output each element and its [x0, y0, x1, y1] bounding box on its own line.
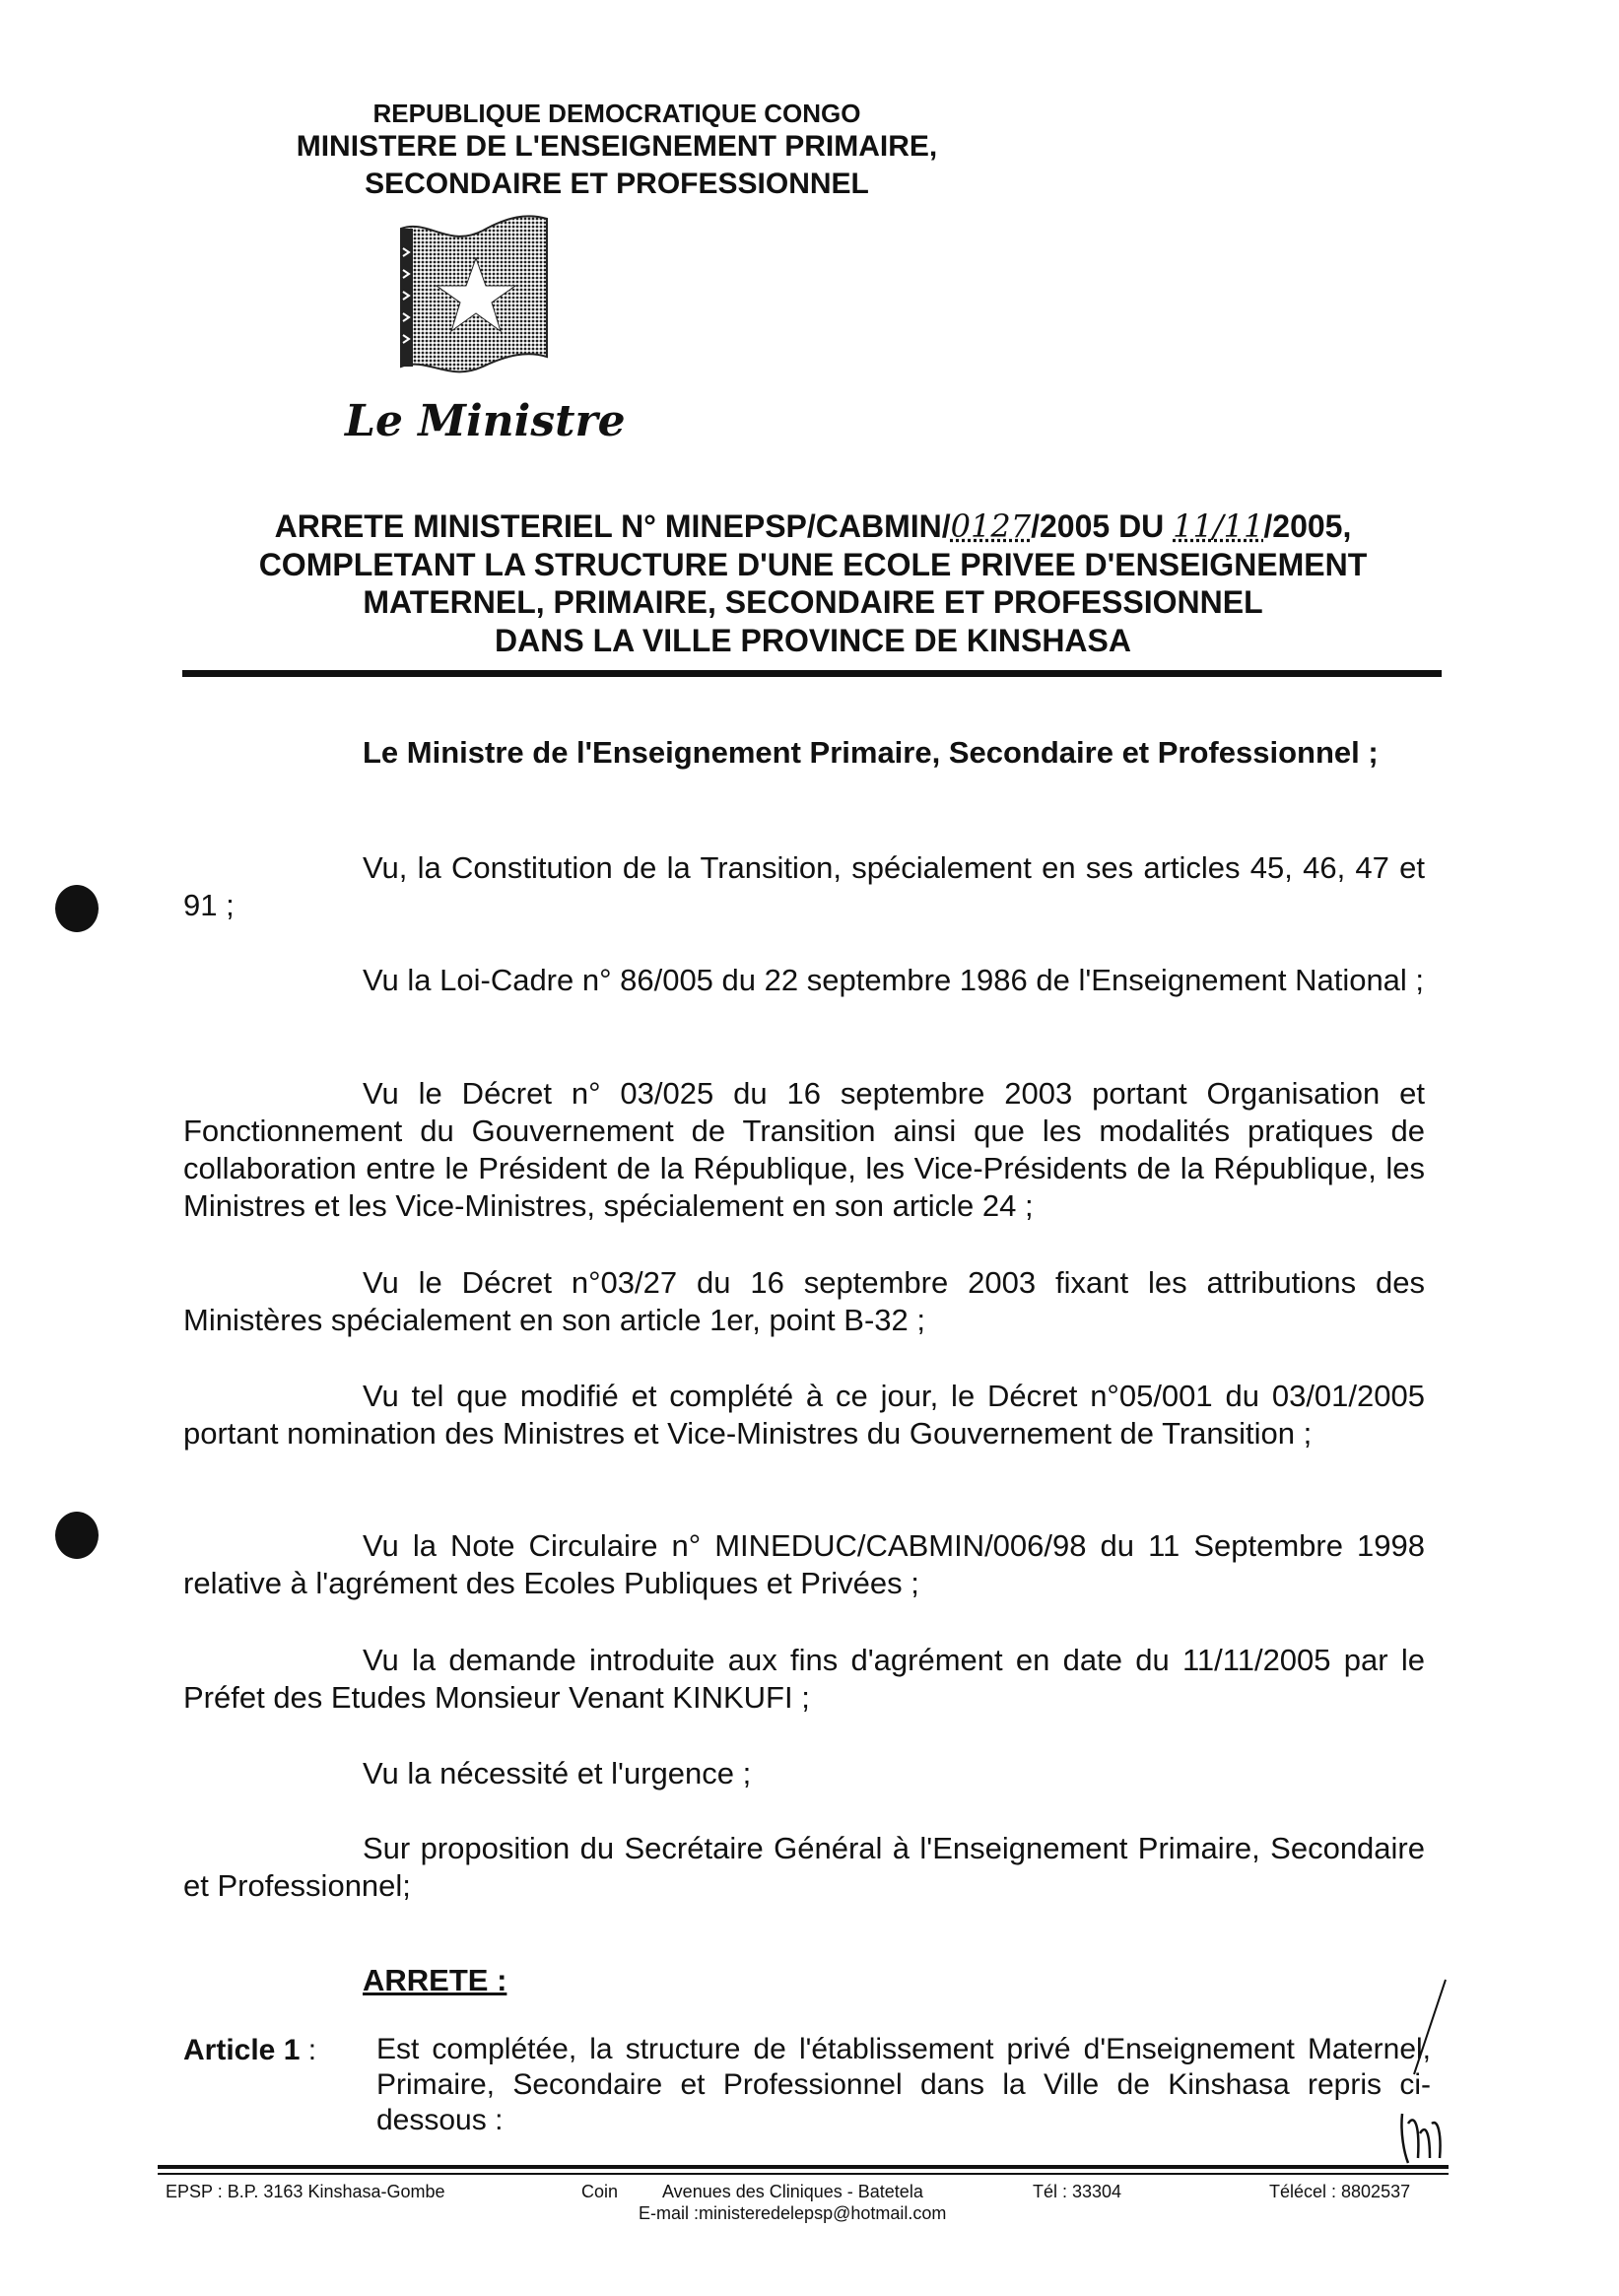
article-1-label: [183, 2034, 316, 2067]
decree-title-line3: MATERNEL, PRIMAIRE, SECONDAIRE ET PROFESSIONNEL: [363, 584, 1263, 620]
footer-divider-thick: [158, 2165, 1449, 2169]
paragraph-text: Vu le Décret n° 03/025 du 16 septembre 2003 portant Organisation et Fonctionnement du Gouvernement de Transition ainsi que les modalités pratiques de collaboration entre le Président de la République, les Vice-Présidents de la République, les Ministres et les Vice-Ministres, spécialement en son article 24 ;: [183, 1076, 1425, 1223]
footer-tel: Tél : 33304: [1033, 2182, 1122, 2201]
paragraph-text: Le Ministre de l'Enseignement Primaire, Secondaire et Professionnel ;: [363, 735, 1379, 770]
paragraph-note-circulaire: [183, 1527, 1425, 1602]
punch-hole-top: [55, 885, 99, 932]
country-name: REPUBLIQUE DEMOCRATIQUE CONGO: [372, 99, 861, 128]
paragraph-urgence: [183, 1755, 1425, 1792]
paragraph-text: Vu tel que modifié et complété à ce jour, le Décret n°05/001 du 03/01/2005 portant nomination des Ministres et Vice-Ministres du Gouvernement de Transition ;: [183, 1379, 1425, 1451]
article-1-text: Est complétée, la structure de l'établissement privé d'Enseignement Maternel, Primaire, Secondaire et Professionnel dans la Ville de Kinshasa repris ci-dessous :: [376, 2033, 1431, 2136]
decree-date-handwritten: 11/11: [1173, 507, 1264, 545]
article-label-colon: :: [300, 2034, 317, 2066]
paragraph-proposition: [183, 1830, 1425, 1905]
footer-telecel: Télécel : 8802537: [1269, 2182, 1411, 2201]
decree-number-handwritten: 0127: [950, 507, 1032, 545]
paragraph-text: Sur proposition du Secrétaire Général à l'Enseignement Primaire, Secondaire et Professionnel;: [183, 1831, 1425, 1903]
decree-suffix: /2005,: [1263, 508, 1352, 544]
paragraph-decret-05-001: [183, 1378, 1425, 1452]
handwritten-initials-icon: [1394, 1976, 1453, 2173]
flag-emblem-icon: [389, 209, 552, 376]
decree-mid: /2005 DU: [1031, 508, 1174, 544]
paragraph-text: Vu la Note Circulaire n° MINEDUC/CABMIN/006/98 du 11 Septembre 1998 relative à l'agrément des Ecoles Publiques et Privées ;: [183, 1528, 1425, 1600]
ministry-name-line2: SECONDAIRE ET PROFESSIONNEL: [365, 168, 869, 200]
title-divider: [182, 670, 1442, 677]
paragraph-minister: [183, 734, 1425, 772]
ministry-name-line1: MINISTERE DE L'ENSEIGNEMENT PRIMAIRE,: [296, 130, 938, 163]
paragraph-decret-03-025: [183, 1075, 1425, 1225]
article-label-text: Article 1: [183, 2034, 301, 2066]
paragraph-text: Vu le Décret n°03/27 du 16 septembre 2003 fixant les attributions des Ministères spécialement en son article 1er, point B-32 ;: [183, 1265, 1425, 1337]
paragraph-text: Vu la Loi-Cadre n° 86/005 du 22 septembre 1986 de l'Enseignement National ;: [363, 963, 1425, 997]
decree-prefix: ARRETE MINISTERIEL N° MINEPSP/CABMIN/: [274, 508, 951, 544]
footer-avenues: Avenues des Cliniques - Batetela: [662, 2182, 923, 2201]
paragraph-text: Vu la demande introduite aux fins d'agrément en date du 11/11/2005 par le Préfet des Etudes Monsieur Venant KINKUFI ;: [183, 1643, 1425, 1715]
paragraph-loi-cadre: [183, 962, 1425, 999]
paragraph-demande: [183, 1642, 1425, 1717]
paragraph-text: Vu la nécessité et l'urgence ;: [363, 1756, 752, 1790]
punch-hole-bottom: [55, 1512, 99, 1559]
footer-divider-thin: [158, 2173, 1449, 2175]
footer-email: E-mail :ministeredelepsp@hotmail.com: [639, 2203, 947, 2223]
footer-coin: Coin: [581, 2182, 619, 2201]
decree-title-line4: DANS LA VILLE PROVINCE DE KINSHASA: [495, 623, 1131, 658]
footer-address: EPSP : B.P. 3163 Kinshasa-Gombe: [166, 2182, 445, 2201]
decree-title-line2: COMPLETANT LA STRUCTURE D'UNE ECOLE PRIVEE D'ENSEIGNEMENT: [258, 547, 1368, 582]
paragraph-decret-03-27: [183, 1264, 1425, 1339]
paragraph-text: Vu, la Constitution de la Transition, spécialement en ses articles 45, 46, 47 et 91 ;: [183, 850, 1425, 922]
minister-signature-title: Le Ministre: [345, 396, 626, 446]
paragraph-constitution: [183, 849, 1425, 924]
arrete-heading: ARRETE :: [363, 1963, 507, 1997]
decree-title-line1: [177, 507, 1449, 545]
